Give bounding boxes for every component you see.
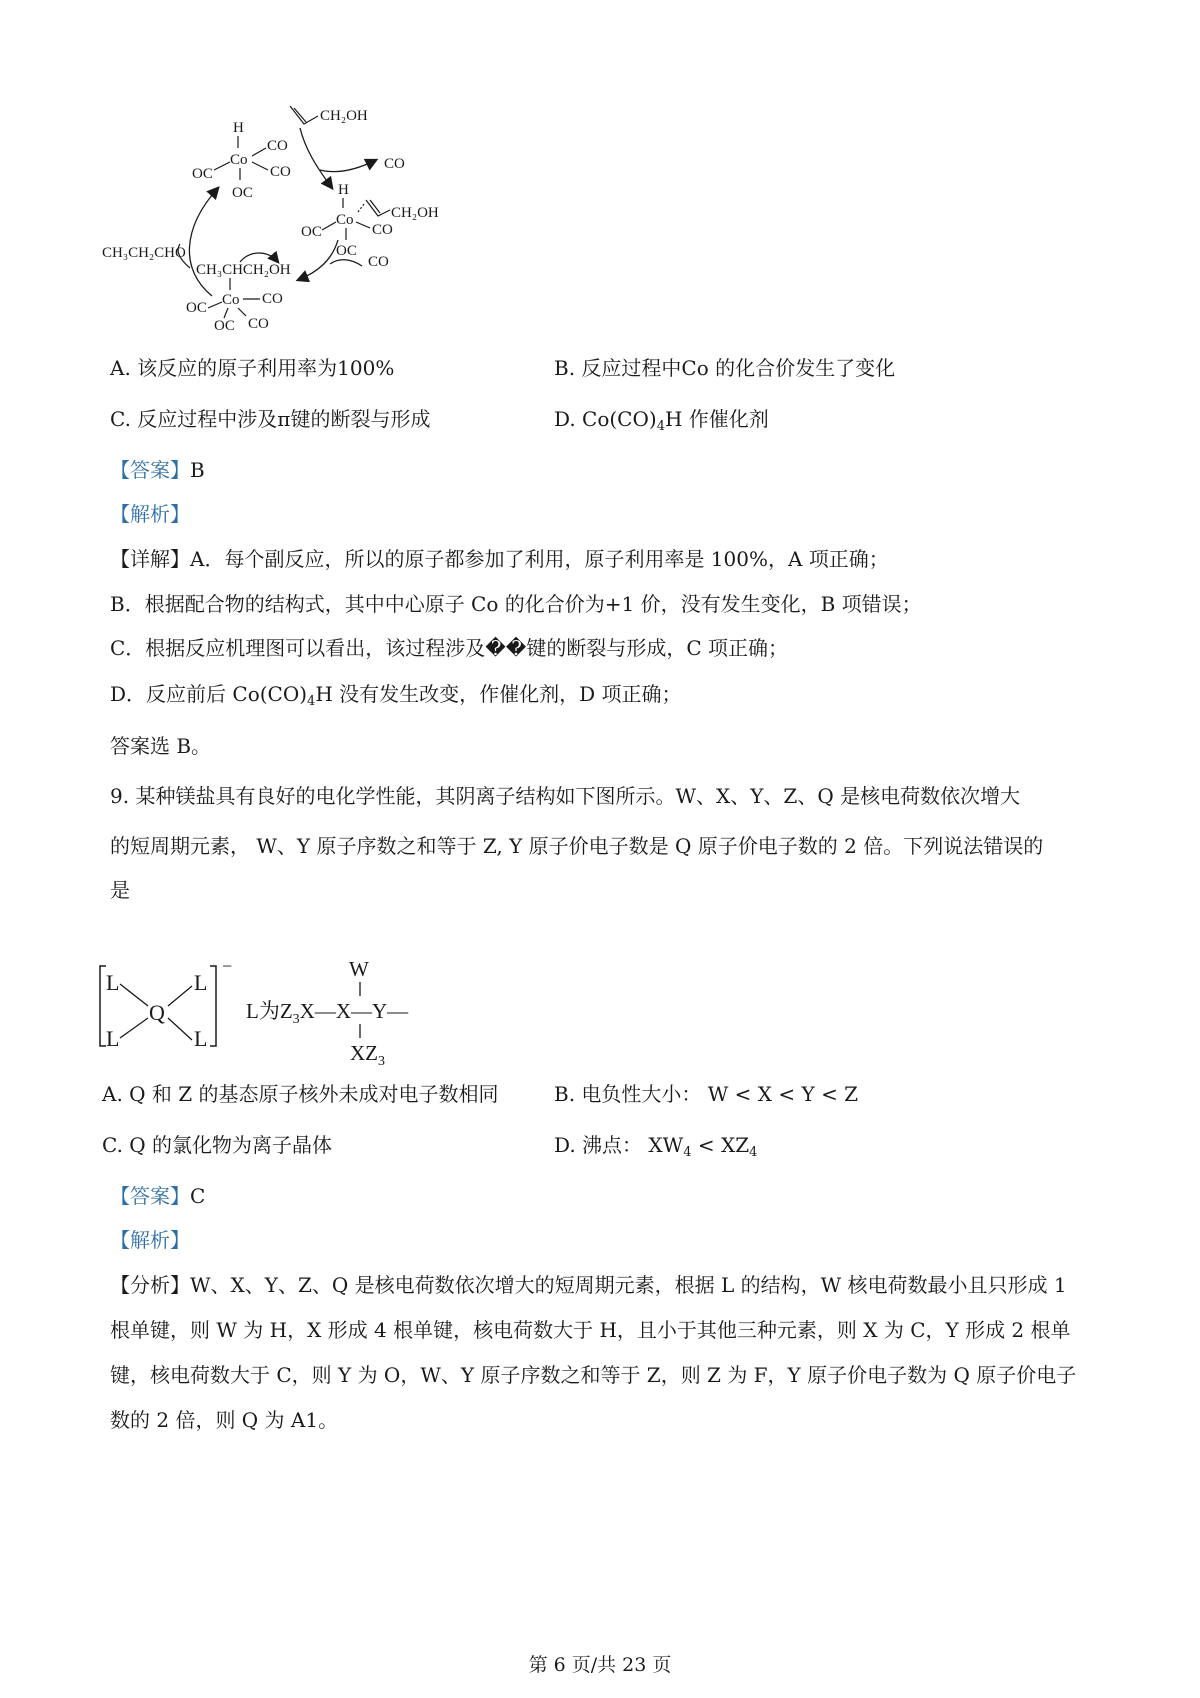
q8-option-d: D. $Co(CO)_4H$ 作催化剂 [554,407,769,434]
q9-stem-line-2: 的短周期元素， W、Y 原子序数之和等于 Z, Y 原子价电子数是 Q 原子价电子数的 2 倍。下列说法错误的 [110,834,1044,858]
cat-co-atom: Co [230,152,248,168]
q9-option-b: B. 电负性大小： W < X < Y < Z [554,1082,859,1106]
q8-detail-d: D．反应前后 $Co(CO)_4H$ 没有发生改变，作催化剂，D 项正确； [110,682,682,709]
cat-co-ligand-2: CO [270,164,291,180]
cat-oc-ligand-2: OC [232,185,253,201]
q9-analysis-line-1: 【分析】W、X、Y、Z、Q 是核电荷数依次增大的短周期元素，根据 L 的结构，W 核电荷数最小且只形成 1 [110,1273,1067,1297]
cat-h: H [233,120,244,136]
q8-conclusion: 答案选 B。 [110,734,212,758]
ligand-l-3: L [106,1026,120,1051]
added-co: CO [368,254,389,270]
int2-co-ligand-2: CO [248,316,269,332]
central-q: Q [149,1000,165,1025]
q8-detail-b: B．根据配合物的结构式，其中中心原子 Co 的化合价为+1 价，没有发生变化，B 项错误； [110,592,922,616]
q9-option-c: C. Q 的氯化物为离子晶体 [102,1133,333,1157]
q9-answer: 【答案】C [110,1184,206,1208]
int1-co-ligand: CO [372,222,393,238]
q8-analysis-heading: 【解析】 [110,502,190,526]
l-definition: L为$Z_3X—X—Y—$ [246,999,409,1027]
ligand-l-1: L [106,970,120,995]
allyl-alcohol: CH₂OH [320,108,368,124]
ligand-l-4: L [194,1026,208,1051]
q8-option-b: B. 反应过程中Co 的化合价发生了变化 [554,356,896,380]
q8-answer: 【答案】B [110,458,205,482]
q8-option-a: A. 该反应的原子利用率为100% [110,356,395,380]
ligand-l-2: L [194,970,208,995]
q9-analysis-line-2: 根单键，则 W 为 H，X 形成 4 根单键，核电荷数大于 H，且小于其他三种元素，则 X 为 C，Y 形成 2 根单 [110,1318,1071,1342]
reaction-mechanism-diagram [100,100,500,370]
int2-oc-ligand-2: OC [214,318,235,334]
int2-oc-ligand-1: OC [186,300,207,316]
q9-option-a: A. Q 和 Z 的基态原子核外未成对电子数相同 [102,1082,499,1106]
q8-detail-a: 【详解】A．每个副反应，所以的原子都参加了利用，原子利用率是 100%，A 项正确； [110,547,889,571]
q9-stem-line-1: 9. 某种镁盐具有良好的电化学性能，其阴离子结构如下图所示。W、X、Y、Z、Q 是核电荷数依次增大 [110,784,1021,808]
anion-charge: − [222,956,233,976]
q9-option-d: D. 沸点： $XW_4 < XZ_4$ [554,1133,758,1160]
cat-co-ligand-1: CO [267,138,288,154]
int1-h: H [338,182,349,198]
product-propanal: CH₃CH₂CHO [102,245,186,261]
q9-analysis-line-4: 数的 2 倍，则 Q 为 A1。 [110,1408,339,1432]
int1-ch2oh: CH₂OH [391,205,439,221]
w-atom: W [349,957,369,981]
int2-co-ligand-1: CO [262,291,283,307]
int2-co-atom: Co [222,292,240,308]
q9-analysis-line-3: 键，核电荷数大于 C，则 Y 为 O，W、Y 原子序数之和等于 Z，则 Z 为 F，Y 原子价电子数为 Q 原子价电子 [110,1363,1077,1387]
q8-option-c: C. 反应过程中涉及π键的断裂与形成 [110,407,431,431]
anion-structure-diagram [96,956,456,1066]
q9-stem-line-3: 是 [110,878,130,902]
page-footer: 第 6 页/共 23 页 [528,1654,672,1676]
released-co: CO [384,156,405,172]
cat-oc-ligand-1: OC [192,166,213,182]
int1-oc-ligand-1: OC [301,224,322,240]
int1-oc-ligand-2: OC [336,243,357,259]
xz3-group: $XZ_3$ [350,1041,385,1066]
q8-detail-c: C．根据反应机理图可以看出，该过程涉及��键的断裂与形成，C 项正确； [110,636,788,660]
int1-co-atom: Co [336,212,354,228]
q9-analysis-heading: 【解析】 [110,1228,190,1252]
int2-ligand: CH₃CHCH₂OH [196,262,291,278]
